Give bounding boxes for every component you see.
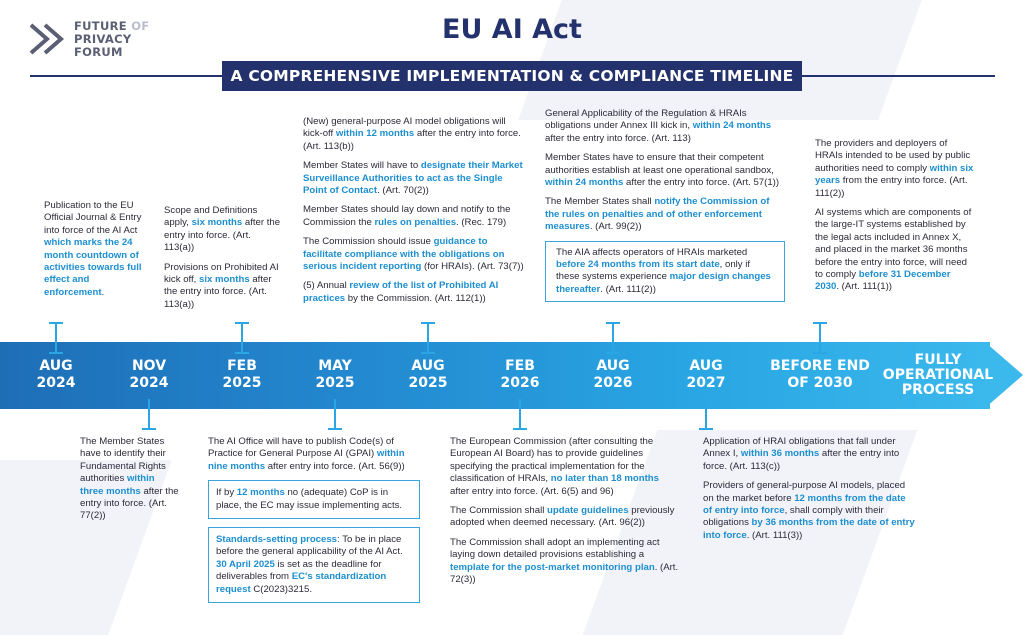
page-title: EU AI Act bbox=[442, 14, 582, 45]
arrow-down-tick-icon bbox=[512, 398, 528, 430]
arrow-down-tick-icon bbox=[327, 398, 343, 430]
timeline-date-feb-2025: FEB 2025 bbox=[222, 358, 262, 391]
event-may-2025: The AI Office will have to publish Code(s) of Practice for General Purpose AI (GPAI) within nine months after entry into force. (Art. 56(9)) If by 12 months no (adequate) CoP is in place, the EC may issue implementing acts. Standards-setting process: To be in place before the general applicability of the AI Act. 30 April 2025 is set as the deadline for deliverables from EC's standardization request C(2023)3215. bbox=[208, 436, 420, 611]
arrow-up-tick-icon bbox=[605, 322, 621, 354]
timeline-date-aug-2026: AUG 2026 bbox=[593, 358, 633, 391]
timeline-date-nov-2024: NOV 2024 bbox=[129, 358, 169, 391]
arrow-down-tick-icon bbox=[698, 398, 714, 430]
arrow-up-tick-icon bbox=[420, 322, 436, 354]
timeline-date-aug-2025: AUG 2025 bbox=[408, 358, 448, 391]
logo-word: OF bbox=[131, 19, 150, 33]
event-aug-2025: (New) general-purpose AI model obligations will kick-off within 12 months after the entry into force. (Art. 113(b)) Member States will have to designate their Market Surveillance Authorities to act as the Single Point of Contact. (Art. 70(2)) Member States should lay down and notify to the Commission the rules on penalties. (Rec. 179) The Commission should issue guidance to facilitate compliance with the obligations on serious incident reporting (for HRAIs). (Art. 73(7)) (5) Annual review of the list of Prohibited AI practices by the Commission. (Art. 112(1)) bbox=[303, 116, 524, 304]
logo-word: FORUM bbox=[74, 45, 123, 59]
arrow-up-tick-icon bbox=[812, 322, 828, 354]
banner-rule-left bbox=[30, 75, 230, 77]
event-aug-2027: Application of HRAI obligations that fall under Annex I, within 36 months after the entry into force. (Art. 113(c)) Providers of general-purpose AI models, placed on the market before 12 months from the date of entry into force, shall comply with their obligations by 36 months from the date of entry into force. (Art. 111(3)) bbox=[703, 436, 915, 541]
timeline-date-end-2030: BEFORE END OF 2030 bbox=[770, 358, 870, 391]
timeline-date-aug-2027: AUG 2027 bbox=[686, 358, 726, 391]
timeline-date-aug-2024: AUG 2024 bbox=[36, 358, 76, 391]
logo-word: FUTURE bbox=[74, 19, 127, 33]
event-aug-2024: Publication to the EU Official Journal & Entry into force of the AI Act which marks the 24 month countdown of activities towards full effect and enforcement. bbox=[44, 200, 142, 298]
note-box-aug-2026: The AIA affects operators of HRAIs marketed before 24 months from its start date, only if these systems experience major design changes thereafter. (Art. 111(2)) bbox=[545, 241, 785, 303]
event-nov-2024: The Member States have to identify their Fundamental Rights authorities within three months after the entry into force. (Art. 77(2)) bbox=[80, 436, 179, 522]
timeline-date-fully-operational: FULLY OPERATIONAL PROCESS bbox=[882, 352, 994, 398]
timeline-date-feb-2026: FEB 2026 bbox=[500, 358, 540, 391]
note-box-codes-of-practice: If by 12 months no (adequate) CoP is in place, the EC may issue implementing acts. bbox=[208, 480, 420, 519]
event-feb-2025: Scope and Definitions apply, six months after the entry into force. (Art. 113(a)) Provisions on Prohibited AI kick off, six months after the entry into force. (Art. 113(a)) bbox=[164, 205, 281, 310]
event-feb-2026: The European Commission (after consulting the European AI Board) has to provide guidelines specifying the practical implementation for the classification of HRAIs, no later than 18 months after entry into force. (Art. 6(5) and 96) The Commission shall update guidelines previously adopted when deemed necessary. (Art. 96(2)) The Commission shall adopt an implementing act laying down detailed provisions establishing a template for the post-market monitoring plan. (Art. 72(3)) bbox=[450, 436, 679, 586]
timeline-date-may-2025: MAY 2025 bbox=[315, 358, 355, 391]
banner-rule-right bbox=[795, 75, 995, 77]
event-aug-2026: General Applicability of the Regulation & HRAIs obligations under Annex III kick in, within 24 months after the entry into force. (Art. 113) Member States have to ensure that their competent authorities establish at least one operational sandbox, within 24 months after the entry into force. (Art. 57(1)) The Member States shall notify the Commission of the rules on penalties and of other enforcement measures. (Art. 99(2)) The AIA affects operators of HRAIs marketed before 24 months from its start date, only if these systems experience major design changes thereafter. (Art. 111(2)) bbox=[545, 108, 785, 310]
logo-word: PRIVACY bbox=[74, 32, 132, 46]
note-box-standards: Standards-setting process: To be in place before the general applicability of the AI Act. 30 April 2025 is set as the deadline for deliverables from EC's standardization request C(2023)3215. bbox=[208, 527, 420, 603]
subtitle-banner: A COMPREHENSIVE IMPLEMENTATION & COMPLIANCE TIMELINE bbox=[222, 61, 802, 91]
arrow-down-tick-icon bbox=[141, 398, 157, 430]
arrow-up-tick-icon bbox=[234, 322, 250, 354]
event-end-2030: The providers and deployers of HRAIs intended to be used by public authorities need to comply within six years from the entry into force. (Art. 111(2)) AI systems which are components of the large-IT systems established by the legal acts included in Annex X, and placed in the market 36 months before the entry into force, will need to comply before 31 December 2030. (Art. 111(1)) bbox=[815, 138, 974, 293]
arrow-up-tick-icon bbox=[48, 322, 64, 354]
